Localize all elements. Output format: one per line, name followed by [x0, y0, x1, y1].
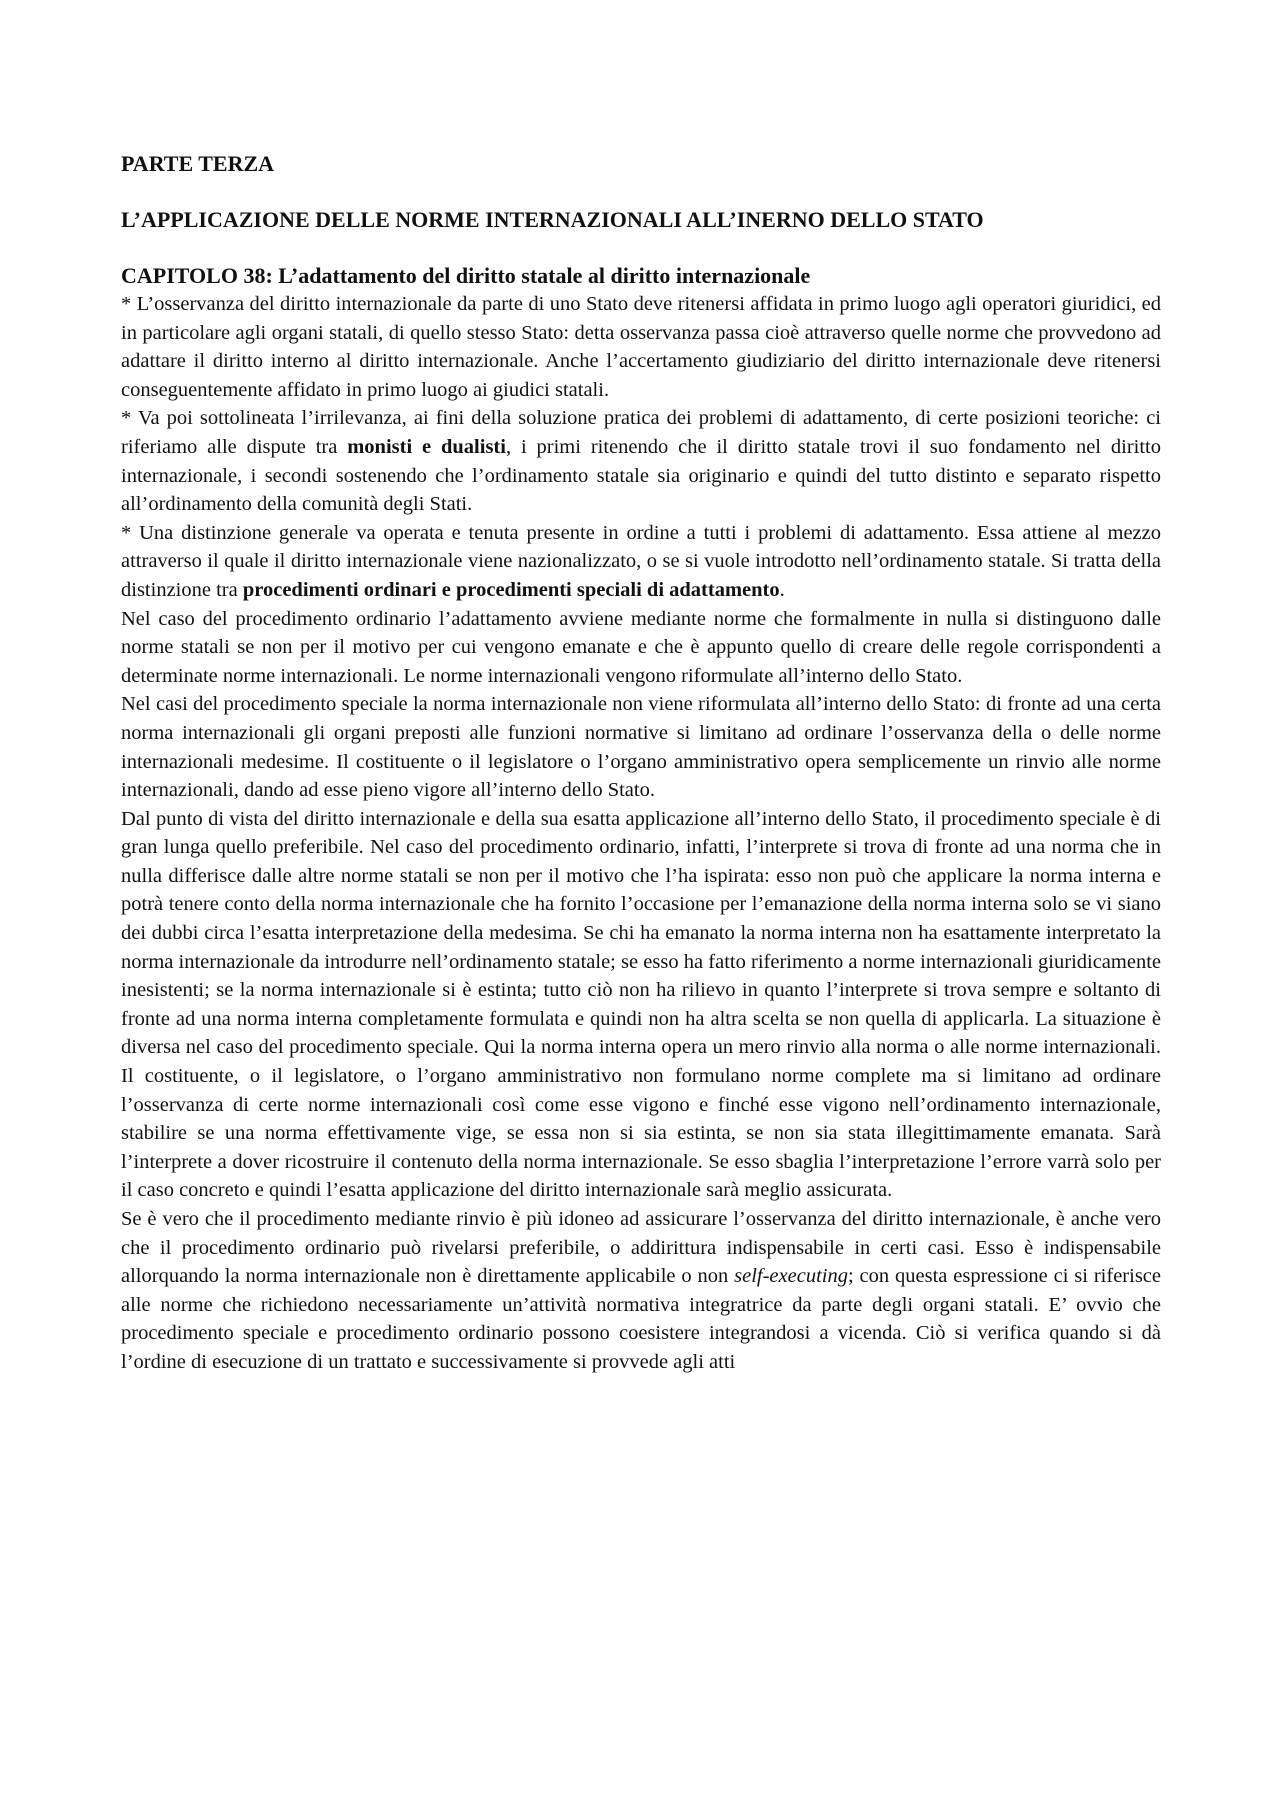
- paragraph-6: Dal punto di vista del diritto internazionale e della sua esatta applicazione all’interno dello Stato, il procedimento speciale è di gran lunga quello preferibile. Nel caso del procedimento ordinario, infatti, l’interprete si trova di fronte ad una norma che in nulla differisce dalle altre norme statali se non per il motivo che l’ha ispirata: esso non può che applicare la norma interna e potrà tenere conto della norma internazionale che ha fornito l’occasione per l’emanazione della norma interna solo se vi siano dei dubbi circa l’esatta interpretazione della medesima. Se chi ha emanato la norma interna non ha esattamente interpretato la norma internazionale da introdurre nell’ordinamento statale; se esso ha fatto riferimento a norme internazionali giuridicamente inesistenti; se la norma internazionale si è estinta; tutto ciò non ha rilievo in quanto l’interprete si trova sempre e soltanto di fronte ad una norma interna completamente formulata e quindi non ha altra scelta se non quella di applicarla. La situazione è diversa nel caso del procedimento speciale. Qui la norma interna opera un mero rinvio alla norma o alle norme internazionali. Il costituente, o il legislatore, o l’organo amministrativo non formulano norme complete ma si limitano ad ordinare l’osservanza di certe norme internazionali così come esse vigono e finché esse vigono nell’ordinamento internazionale, stabilire se una norma effettivamente vige, se essa non si sia estinta, se non sia stata illegittimamente emanata. Sarà l’interprete a dover ricostruire il contenuto della norma internazionale. Se esso sbaglia l’interpretazione l’errore varrà solo per il caso concreto e quindi l’esatta applicazione del diritto internazionale sarà meglio assicurata.: [121, 807, 1161, 1202]
- paragraph-3-text-a: * Una distinzione generale va operata e tenuta presente in ordine a tutti i problemi di adattamento. Essa attiene al mezzo attraverso il quale il diritto internazionale viene nazionalizzato, o se si vuole introdotto nell’ordinamento statale. Si tratta della distinzione tra: [121, 521, 1161, 601]
- document-page: [121, 150, 1161, 1377]
- paragraph-1: * L’osservanza del diritto internazionale da parte di uno Stato deve ritenersi affidata in primo luogo agli operatori giuridici, ed in particolare agli organi statali, di quello stesso Stato: detta osservanza passa cioè attraverso quelle norme che provvedono ad adattare il diritto interno al diritto internazionale. Anche l’accertamento giudiziario del diritto internazionale deve ritenersi conseguentemente affidato in primo luogo ai giudici statali.: [121, 293, 1161, 401]
- paragraph-2: [121, 404, 1161, 518]
- main-title: L’APPLICAZIONE DELLE NORME INTERNAZIONALI ALL’INERNO DELLO STATO: [121, 207, 984, 232]
- part-title: PARTE TERZA: [121, 151, 275, 176]
- paragraph-3-text-b: .: [779, 578, 785, 601]
- paragraph-7-text-a: Se è vero che il procedimento mediante rinvio è più idoneo ad assicurare l’osservanza del diritto internazionale, è anche vero che il procedimento ordinario può rivelarsi preferibile, o addirittura indispensabile in certi casi. Esso è indispensabile allorquando la norma internazionale non è direttamente applicabile o non: [121, 1208, 1161, 1288]
- paragraph-2-text-b: , i primi ritenendo che il diritto statale trovi il suo fondamento nel diritto internazionale, i secondi sostenendo che l’ordinamento statale sia originario e quindi del tutto distinto e separato rispetto all’ordinamento della comunità degli Stati.: [121, 435, 1161, 516]
- paragraph-5: Nel casi del procedimento speciale la norma internazionale non viene riformulata all’interno dello Stato: di fronte ad una certa norma internazionali gli organi preposti alle funzioni normative si limitano ad ordinare l’osservanza della o delle norme internazionali medesime. Il costituente o il legislatore o l’organo amministrativo opera semplicemente un rinvio alle norme internazionali, dando ad esse pieno vigore all’interno dello Stato.: [121, 693, 1161, 802]
- paragraph-7-text-b: ; con questa espressione ci si riferisce alle norme che richiedono necessariamente un’attività normativa integratrice da parte degli organi statali. E’ ovvio che procedimento speciale e procedimento ordinario possono coesistere integrandosi a vicenda. Ciò si verifica quando si dà l’ordine di esecuzione di un trattato e successivamente si provvede agli atti: [121, 1265, 1161, 1373]
- chapter-title: CAPITOLO 38: L’adattamento del diritto statale al diritto internazionale: [121, 263, 811, 288]
- paragraph-3: [121, 519, 1161, 605]
- paragraph-2-bold: monisti e dualisti: [347, 435, 506, 458]
- paragraph-3-bold: procedimenti ordinari e procedimenti speciali di adattamento: [242, 578, 780, 601]
- paragraph-2-text-a: * Va poi sottolineata l’irrilevanza, ai fini della soluzione pratica dei problemi di adattamento, di certe posizioni teoriche: ci riferiamo alle dispute tra: [121, 407, 1161, 458]
- paragraph-4: Nel caso del procedimento ordinario l’adattamento avviene mediante norme che formalmente in nulla si distinguono dalle norme statali se non per il motivo per cui vengono emanate e che è appunto quello di creare delle regole corrispondenti a determinate norme internazionali. Le norme internazionali vengono riformulate all’interno dello Stato.: [121, 607, 1161, 687]
- paragraph-7-italic: self-executing: [734, 1265, 848, 1288]
- paragraph-7: [121, 1205, 1161, 1377]
